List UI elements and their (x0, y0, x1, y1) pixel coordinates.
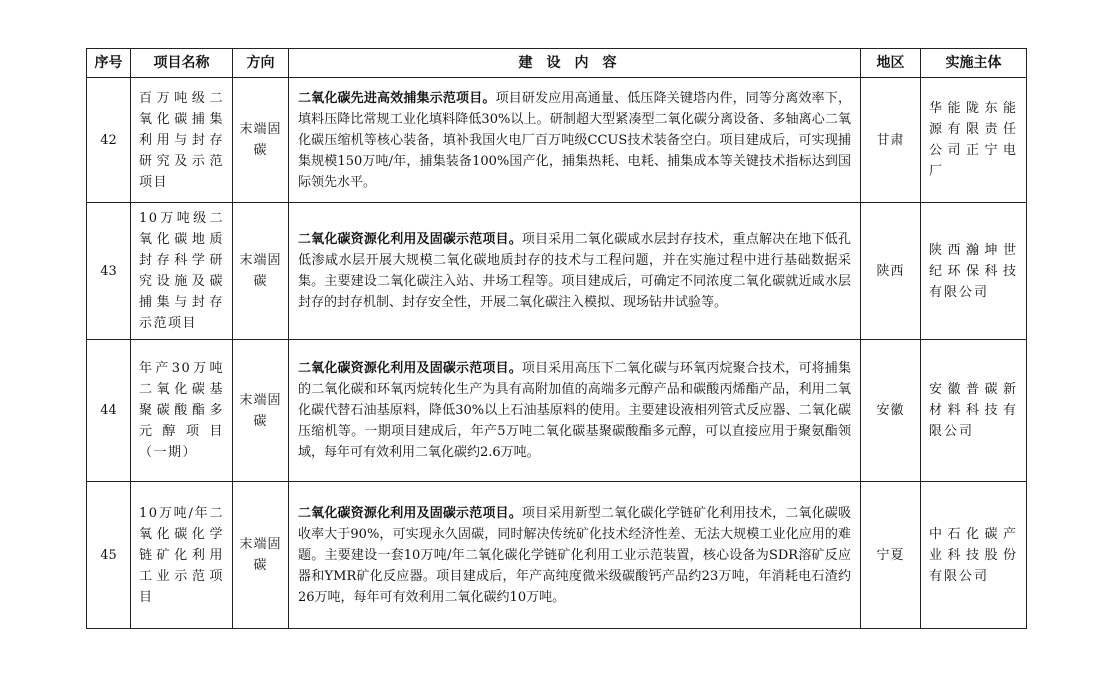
table-row (87, 78, 1027, 203)
row-project-name: 10万吨/年二氧化碳化学链矿化利用工业示范项目 (131, 482, 233, 629)
row-content-lead: 二氧化碳资源化利用及固碳示范项目。 (298, 361, 522, 376)
row-direction: 末端固碳 (233, 482, 289, 629)
row-owner: 华能陇东能源有限责任公司正宁电厂 (921, 78, 1027, 203)
table-row (87, 482, 1027, 629)
header-content: 建设内容 (289, 49, 861, 78)
row-direction: 末端固碳 (233, 340, 289, 482)
row-content-lead: 二氧化碳资源化利用及固碳示范项目。 (298, 505, 522, 521)
row-direction: 末端固碳 (233, 203, 289, 340)
header-owner: 实施主体 (921, 49, 1027, 78)
header-row (87, 49, 1027, 78)
table-row (87, 340, 1027, 482)
row-index: 45 (87, 482, 131, 629)
row-content (289, 78, 861, 203)
row-region: 陕西 (861, 203, 921, 340)
row-content-lead: 二氧化碳资源化利用及固碳示范项目。 (298, 232, 522, 247)
row-region: 甘肃 (861, 78, 921, 203)
row-direction: 末端固碳 (233, 78, 289, 203)
row-region: 宁夏 (861, 482, 921, 629)
row-content (289, 340, 861, 482)
row-index: 43 (87, 203, 131, 340)
row-content-body: 项目采用二氧化碳咸水层封存技术，重点解决在地下低孔低渗咸水层开展大规模二氧化碳地质封存的技术与工程问题，并在实施过程中进行基础数据采集。主要建设二氧化碳注入站、井场工程等。项目建成后，可确定不同浓度二氧化碳就近咸水层封存的封存机制、封存安全性，开展二氧化碳注入模拟、现场钻井试验等。 (298, 232, 851, 310)
table-row (87, 203, 1027, 340)
projects-table (86, 48, 1027, 629)
row-content-lead: 二氧化碳先进高效捕集示范项目。 (298, 90, 496, 106)
row-index: 42 (87, 78, 131, 203)
row-project-name: 年产30万吨二氧化碳基聚碳酸酯多元醇项目（一期） (131, 340, 233, 482)
row-content-body: 项目采用新型二氧化碳化学链矿化利用技术，二氧化碳吸收率大于90%，可实现永久固碳，同时解决传统矿化技术经济性差、无法大规模工业化应用的难题。主要建设一套10万吨/年二氧化碳化学链矿化利用工业示范装置，核心设备为SDR溶矿反应器和YMR矿化反应器。项目建成后，年产高纯度微米级碳酸钙产品约23万吨，年消耗电石渣约26万吨，每年可有效利用二氧化碳约10万吨。 (298, 505, 851, 605)
row-content-body: 项目采用高压下二氧化碳与环氧丙烷聚合技术，可将捕集的二氧化碳和环氧丙烷转化生产为具有高附加值的高端多元醇产品和碳酸丙烯酯产品，利用二氧化碳代替石油基原料，降低30%以上石油基原料的使用。主要建设液相列管式反应器、二氧化碳压缩机等。一期项目建成后，年产5万吨二氧化碳基聚碳酸酯多元醇，可以直接应用于聚氨酯领域，每年可有效利用二氧化碳约2.6万吨。 (298, 361, 851, 460)
row-owner: 陕西瀚坤世纪环保科技有限公司 (921, 203, 1027, 340)
header-direction: 方向 (233, 49, 289, 78)
header-index: 序号 (87, 49, 131, 78)
row-region: 安徽 (861, 340, 921, 482)
row-content (289, 203, 861, 340)
header-region: 地区 (861, 49, 921, 78)
row-owner: 安徽普碳新材料科技有限公司 (921, 340, 1027, 482)
row-index: 44 (87, 340, 131, 482)
header-name: 项目名称 (131, 49, 233, 78)
row-content-body: 项目研发应用高通量、低压降关键塔内件，同等分离效率下，填料压降比常规工业化填料降低30%以上。研制超大型紧凑型二氧化碳分离设备、多轴离心二氧化碳压缩机等核心装备，填补我国火电厂百万吨级CCUS技术装备空白。项目建成后，可实现捕集规模150万吨/年，捕集装备100%国产化，捕集热耗、电耗、捕集成本等关键技术指标达到国际领先水平。 (298, 90, 851, 190)
row-content (289, 482, 861, 629)
row-project-name: 百万吨级二氧化碳捕集利用与封存研究及示范项目 (131, 78, 233, 203)
row-owner: 中石化碳产业科技股份有限公司 (921, 482, 1027, 629)
row-project-name: 10万吨级二氧化碳地质封存科学研究设施及碳捕集与封存示范项目 (131, 203, 233, 340)
